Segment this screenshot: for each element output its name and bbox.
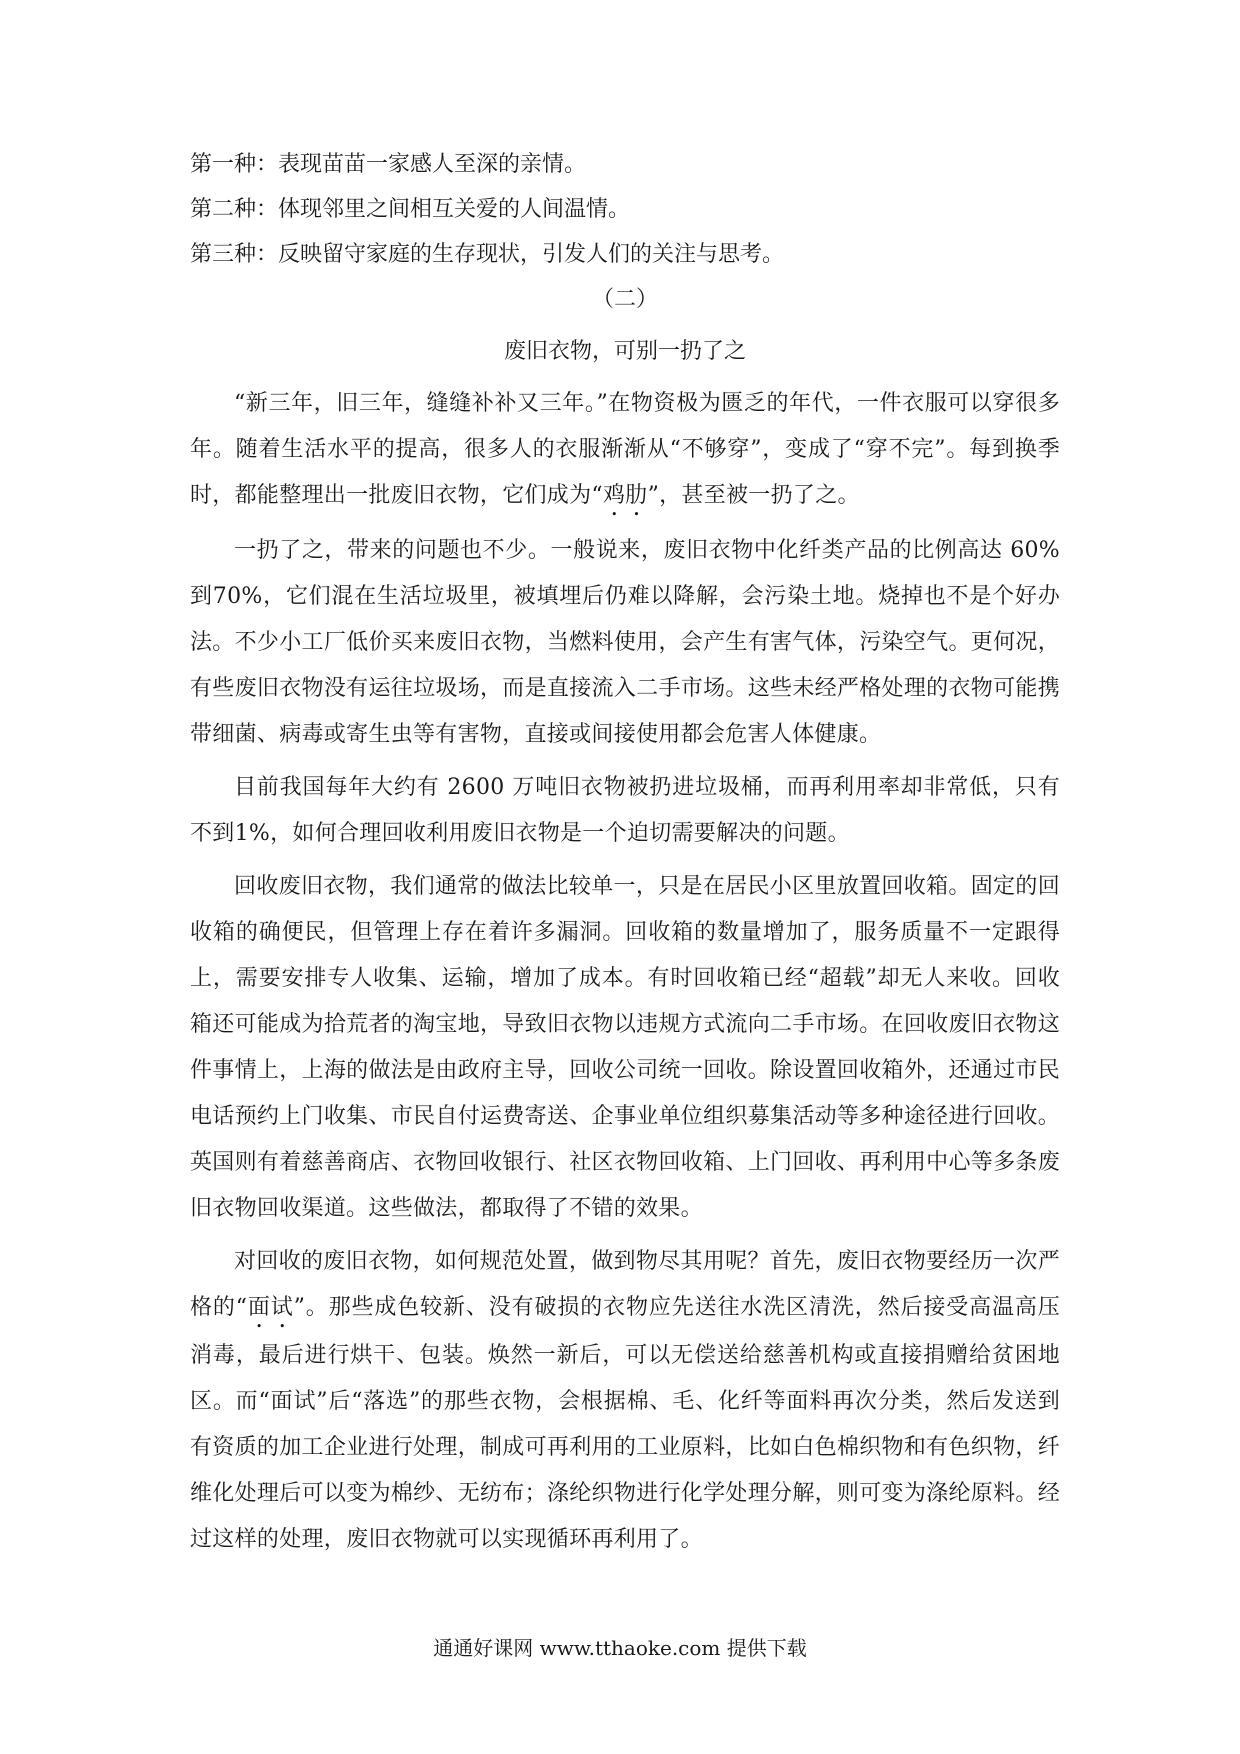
paragraph-2: 一扔了之，带来的问题也不少。一般说来，废旧衣物中化纤类产品的比例高达 60%到70%，它们混在生活垃圾里，被填埋后仍难以降解，会污染土地。烧掉也不是个好办法。不少小工厂低价买来废旧衣物，当燃料使用，会产生有害气体，污染空气。更何况，有些废旧衣物没有运往垃圾场，而是直接流入二手市场。这些未经严格处理的衣物可能携带细菌、病毒或寄生虫等有害物，直接或间接使用都会危害人体健康。	[190, 538, 1060, 747]
option-3: 第三种：反映留守家庭的生存现状，引发人们的关注与思考。	[190, 242, 785, 267]
paragraph-5-text-a: 对回收的废旧衣物，如何规范处置，做到物尽其用呢？首先，废旧衣物要经历一次严格的“	[190, 1249, 1060, 1320]
paragraph-1	[190, 381, 1060, 521]
paragraph-3: 目前我国每年大约有 2600 万吨旧衣物被扔进垃圾桶，而再利用率却非常低，只有不到1%，如何合理回收利用废旧衣物是一个迫切需要解决的问题。	[190, 775, 1060, 846]
page-footer: 通通好课网 www.tthaoke.com 提供下载	[433, 1636, 807, 1660]
option-2: 第二种：体现邻里之间相互关爱的人间温情。	[190, 197, 631, 222]
emphasis-word-mianshi: 面试	[247, 1295, 294, 1320]
section-label: （二）	[591, 287, 658, 312]
emphasis-word-jilei: 鸡肋	[602, 483, 648, 508]
paragraph-5-text-b: ”。那些成色较新、没有破损的衣物应先送往水洗区清洗，然后接受高温高压消毒，最后进行烘干、包装。焕然一新后，可以无偿送给慈善机构或直接捐赠给贫困地区。而“面试”后“落选”的那些衣物，会根据棉、毛、化纤等面料再次分类，然后发送到有资质的加工企业进行处理，制成可再利用的工业原料，比如白色棉织物和有色织物，纤维化处理后可以变为棉纱、无纺布；涤纶织物进行化学处理分解，则可变为涤纶原料。经过这样的处理，废旧衣物就可以实现循环再利用了。	[190, 1295, 1060, 1552]
document-body	[190, 150, 1060, 1570]
paragraph-4: 回收废旧衣物，我们通常的做法比较单一，只是在居民小区里放置回收箱。固定的回收箱的确便民，但管理上存在着许多漏洞。回收箱的数量增加了，服务质量不一定跟得上，需要安排专人收集、运输，增加了成本。有时回收箱已经“超载”却无人来收。回收箱还可能成为拾荒者的淘宝地，导致旧衣物以违规方式流向二手市场。在回收废旧衣物这件事情上，上海的做法是由政府主导，回收公司统一回收。除设置回收箱外，还通过市民电话预约上门收集、市民自付运费寄送、企事业单位组织募集活动等多种途径进行回收。英国则有着慈善商店、衣物回收银行、社区衣物回收箱、上门回收、再利用中心等多条废旧衣物回收渠道。这些做法，都取得了不错的效果。	[190, 874, 1060, 1221]
article-title: 废旧衣物，可别一扔了之	[503, 339, 746, 364]
paragraph-5	[190, 1239, 1060, 1563]
option-1: 第一种：表现苗苗一家感人至深的亲情。	[190, 152, 587, 177]
paragraph-1-text-a: “新三年，旧三年，缝缝补补又三年。”在物资极为匮乏的年代，一件衣服可以穿很多年。随着生活水平的提高，很多人的衣服渐渐从“不够穿”，变成了“穿不完”。每到换季时，都能整理出一批废旧衣物，它们成为“	[190, 391, 1060, 508]
paragraph-1-text-b: ”，甚至被一扔了之。	[647, 483, 860, 508]
